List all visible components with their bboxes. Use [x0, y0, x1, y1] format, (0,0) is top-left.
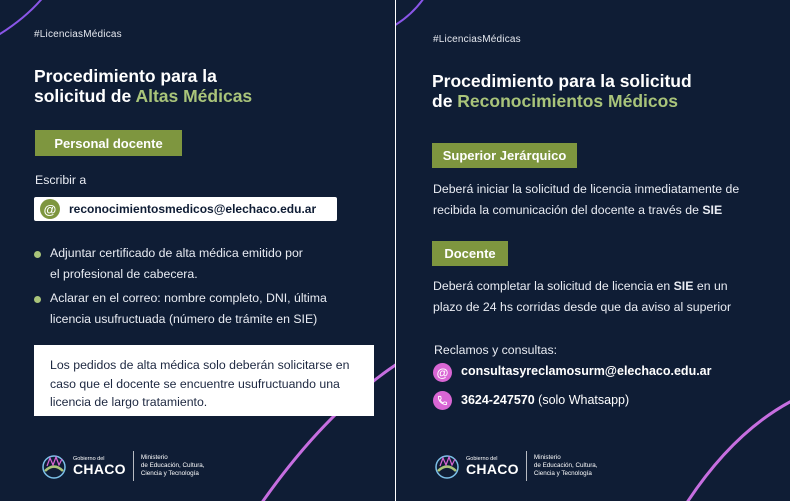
- page-title: [432, 71, 782, 111]
- logo-ministerio: [534, 454, 598, 478]
- description-text: en un: [693, 279, 728, 293]
- ministerio-line: Ciencia y Tecnología: [140, 470, 199, 477]
- bullet-line: el profesional de cabecera.: [50, 267, 198, 281]
- title-highlight: Altas Médicas: [135, 86, 253, 106]
- at-icon: @: [433, 363, 452, 382]
- ministerio-line: de Educación, Cultura,: [140, 462, 205, 469]
- at-icon: @: [40, 199, 60, 219]
- hashtag: #LicenciasMédicas: [433, 34, 521, 45]
- description-text: recibida la comunicación del docente a través de: [433, 203, 703, 217]
- bullet-line: Aclarar en el correo: nombre completo, DNI, última: [50, 291, 327, 305]
- description-bold: SIE: [673, 279, 694, 293]
- ministerio-line: de Educación, Cultura,: [533, 462, 598, 469]
- bullet-item: [50, 243, 303, 285]
- logo-chaco: CHACO: [73, 461, 126, 477]
- title-prefix: solicitud de: [34, 86, 136, 106]
- description-line: plazo de 24 hs corridas desde que da aviso al superior: [433, 300, 732, 314]
- logo-divider: [133, 451, 134, 481]
- chaco-logo: [433, 451, 598, 481]
- write-to-label: Escribir a: [35, 173, 87, 187]
- phone-icon: [433, 391, 452, 410]
- title-line-2: [34, 86, 374, 106]
- note-line: licencia de largo tratamiento.: [50, 395, 208, 409]
- chaco-emblem-icon: [433, 452, 461, 480]
- bullet-dot: [34, 251, 41, 258]
- description-bold: SIE: [702, 203, 723, 217]
- title-highlight: Reconocimientos Médicos: [457, 91, 679, 111]
- page-title: [34, 66, 374, 106]
- note-line: caso que el docente se encuentre usufructuando una: [50, 376, 340, 391]
- logo-ministerio: [141, 454, 205, 478]
- description-line: [433, 200, 739, 221]
- logo-chaco: CHACO: [466, 461, 519, 477]
- bullet-line: licencia usufructuada (número de trámite en SIE): [50, 312, 318, 326]
- phone-glyph: [437, 395, 448, 406]
- title-prefix: de: [432, 91, 458, 111]
- note-box: [34, 345, 374, 416]
- ministerio-line: Ciencia y Tecnología: [533, 470, 592, 477]
- logo-text: [73, 456, 126, 476]
- title-line-1: Procedimiento para la solicitud: [432, 71, 692, 91]
- ministerio-line: Ministerio: [140, 454, 168, 461]
- description-line: Deberá iniciar la solicitud de licencia inmediatamente de: [433, 182, 740, 196]
- hashtag: #LicenciasMédicas: [34, 29, 122, 40]
- right-panel-reconocimientos: [396, 0, 790, 501]
- bullet-item: [50, 288, 327, 330]
- email-box: [34, 197, 337, 221]
- logo-gobierno: Gobierno del: [466, 456, 498, 462]
- contact-email-link[interactable]: consultasyreclamosurm@elechaco.edu.ar: [461, 364, 712, 378]
- docente-description: [433, 276, 731, 318]
- tag-personal-docente: Personal docente: [35, 130, 182, 156]
- contact-phone[interactable]: [461, 393, 629, 407]
- logo-divider: [526, 451, 527, 481]
- phone-note: (solo Whatsapp): [534, 393, 630, 407]
- chaco-emblem-icon: [40, 452, 68, 480]
- phone-number: 3624-247570: [461, 393, 535, 407]
- chaco-logo: [40, 451, 205, 481]
- superior-description: [433, 179, 739, 221]
- contacts-title: Reclamos y consultas:: [434, 343, 558, 357]
- ministerio-line: Ministerio: [533, 454, 561, 461]
- title-line-1: Procedimiento para la: [34, 66, 217, 86]
- description-text: Deberá completar la solicitud de licencia en: [433, 279, 674, 293]
- logo-text: [466, 456, 519, 476]
- tag-docente: Docente: [432, 241, 508, 266]
- tag-superior-jerarquico: Superior Jerárquico: [432, 143, 577, 168]
- logo-gobierno: Gobierno del: [73, 456, 105, 462]
- bullet-dot: [34, 296, 41, 303]
- email-link[interactable]: reconocimientosmedicos@elechaco.edu.ar: [69, 202, 317, 216]
- bullet-line: Adjuntar certificado de alta médica emitido por: [50, 246, 303, 260]
- description-line: [433, 276, 731, 297]
- title-line-2: [432, 91, 782, 111]
- note-line: Los pedidos de alta médica solo deberán solicitarse en: [50, 358, 350, 372]
